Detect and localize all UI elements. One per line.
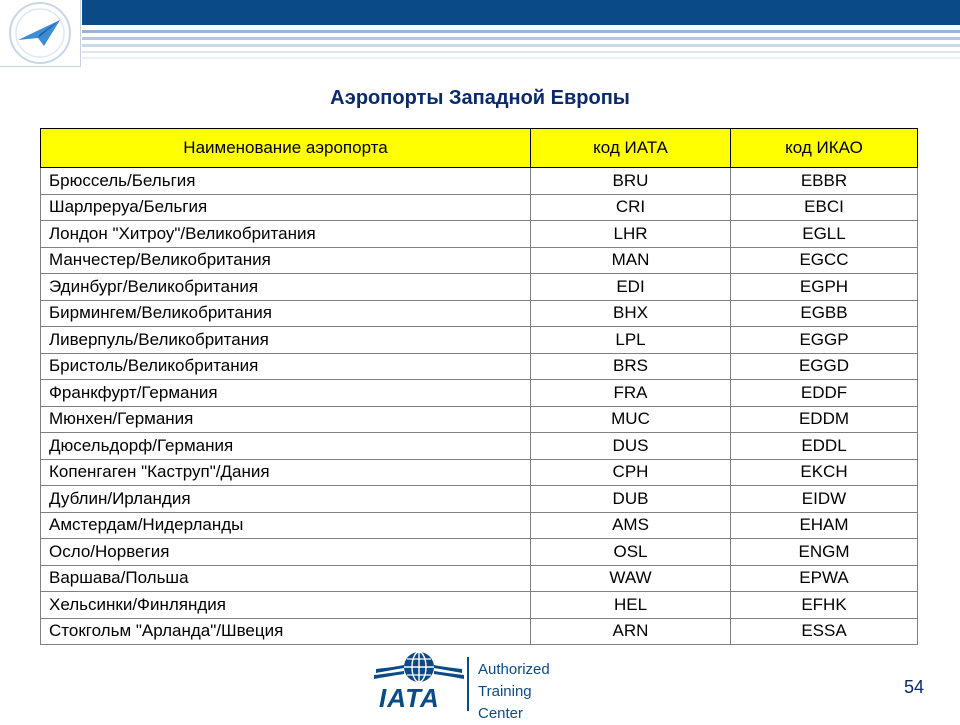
airport-name-cell: Дублин/Ирландия (41, 486, 531, 513)
icao-code-cell: EPWA (731, 565, 918, 592)
icao-code-cell: EGCC (731, 247, 918, 274)
page-number: 54 (904, 677, 925, 697)
table-row (41, 221, 918, 248)
logo-divider (467, 657, 469, 711)
atc-tagline-line2: Training Center (478, 683, 532, 722)
icao-code-cell: ESSA (731, 618, 918, 645)
airport-name-cell: Эдинбург/Великобритания (41, 274, 531, 301)
iata-code-cell: EDI (531, 274, 731, 301)
table-row (41, 459, 918, 486)
iata-logo-text: IATA (379, 683, 440, 713)
table-row (41, 486, 918, 513)
table-row (41, 168, 918, 195)
iata-code-cell: WAW (531, 565, 731, 592)
table-row (41, 618, 918, 645)
table-row (41, 512, 918, 539)
iata-code-cell: LPL (531, 327, 731, 354)
icao-code-cell: EBBR (731, 168, 918, 195)
icao-code-cell: EGPH (731, 274, 918, 301)
iata-atc-logo (372, 645, 572, 722)
table-row (41, 406, 918, 433)
iata-code-cell: OSL (531, 539, 731, 566)
iata-code-cell: MUC (531, 406, 731, 433)
airport-name-cell: Бристоль/Великобритания (41, 353, 531, 380)
iata-code-cell: BRS (531, 353, 731, 380)
airports-table (40, 128, 918, 645)
table-row (41, 433, 918, 460)
icao-code-cell: EHAM (731, 512, 918, 539)
airport-name-cell: Копенгаген "Каструп"/Дания (41, 459, 531, 486)
header-stripe (82, 57, 960, 59)
airport-name-cell: Франкфурт/Германия (41, 380, 531, 407)
icao-code-cell: EGGD (731, 353, 918, 380)
iata-code-cell: AMS (531, 512, 731, 539)
table-header-row (41, 129, 918, 168)
header-stripe (82, 30, 960, 33)
airport-name-cell: Дюсельдорф/Германия (41, 433, 531, 460)
airport-name-cell: Шарлреруа/Бельгия (41, 194, 531, 221)
table-row (41, 539, 918, 566)
icao-code-cell: ENGM (731, 539, 918, 566)
airport-name-cell: Мюнхен/Германия (41, 406, 531, 433)
iata-code-cell: ARN (531, 618, 731, 645)
icao-code-cell: EGLL (731, 221, 918, 248)
header-stripe (82, 44, 960, 47)
iata-code-cell: CPH (531, 459, 731, 486)
iata-code-cell: DUB (531, 486, 731, 513)
header-band-top (82, 0, 960, 25)
table-row (41, 565, 918, 592)
iata-code-cell: LHR (531, 221, 731, 248)
icao-code-cell: EDDM (731, 406, 918, 433)
table-row (41, 274, 918, 301)
airport-name-cell: Брюссель/Бельгия (41, 168, 531, 195)
airport-name-cell: Лондон "Хитроу"/Великобритания (41, 221, 531, 248)
header-icao-code: код ИКАО (731, 129, 918, 168)
atc-tagline-line1: Authorized (478, 661, 550, 678)
airport-name-cell: Осло/Норвегия (41, 539, 531, 566)
iata-code-cell: BRU (531, 168, 731, 195)
plane-emblem-icon (0, 0, 80, 66)
table-row (41, 592, 918, 619)
table-row (41, 380, 918, 407)
header-iata-code: код ИАТА (531, 129, 731, 168)
icao-code-cell: EDDF (731, 380, 918, 407)
header-airport-name: Наименование аэропорта (41, 129, 531, 168)
table-row (41, 327, 918, 354)
airport-name-cell: Ливерпуль/Великобритания (41, 327, 531, 354)
airport-name-cell: Стокгольм "Арланда"/Швеция (41, 618, 531, 645)
iata-code-cell: BHX (531, 300, 731, 327)
icao-code-cell: EBCI (731, 194, 918, 221)
airport-name-cell: Хельсинки/Финляндия (41, 592, 531, 619)
iata-code-cell: DUS (531, 433, 731, 460)
table-row (41, 194, 918, 221)
iata-code-cell: HEL (531, 592, 731, 619)
table-row (41, 247, 918, 274)
table-row (41, 353, 918, 380)
globe-wings-icon (374, 647, 464, 687)
airport-name-cell: Бирмингем/Великобритания (41, 300, 531, 327)
header-band (0, 0, 960, 66)
airport-name-cell: Варшава/Польша (41, 565, 531, 592)
icao-code-cell: EGBB (731, 300, 918, 327)
iata-code-cell: MAN (531, 247, 731, 274)
icao-code-cell: EGGP (731, 327, 918, 354)
iata-code-cell: FRA (531, 380, 731, 407)
header-stripe (82, 37, 960, 40)
slide-title: Аэропорты Западной Европы (330, 87, 630, 109)
header-stripe (82, 51, 960, 53)
iata-code-cell: CRI (531, 194, 731, 221)
airport-name-cell: Манчестер/Великобритания (41, 247, 531, 274)
icao-code-cell: EFHK (731, 592, 918, 619)
icao-code-cell: EDDL (731, 433, 918, 460)
atc-tagline (478, 659, 572, 725)
table-body (41, 168, 918, 645)
icao-code-cell: EKCH (731, 459, 918, 486)
emblem-logo (0, 0, 81, 67)
airport-name-cell: Амстердам/Нидерланды (41, 512, 531, 539)
icao-code-cell: EIDW (731, 486, 918, 513)
table-row (41, 300, 918, 327)
